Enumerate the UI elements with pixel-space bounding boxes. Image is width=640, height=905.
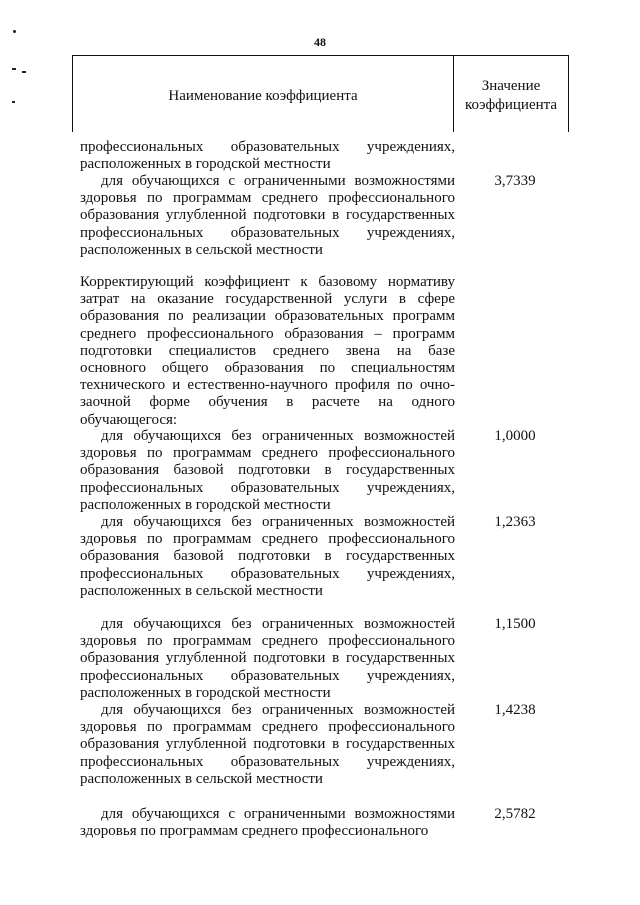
header-coefficient-name: Наименование коэффициента bbox=[168, 88, 358, 104]
coefficient-value: 3,7339 bbox=[494, 173, 536, 189]
section-heading-paragraph: Корректирующий коэффициент к базовому нормативу затрат на оказание государственной услуги в сфере образования по реализации образовательных программ среднего профессионального образования – программ подготовки специалистов среднего звена на базе основного общего образования по специальностям технического и естественно-научного профиля по очно-заочной форме обучения в расчете на одного обучающегося: bbox=[80, 274, 455, 428]
coefficient-value: 1,0000 bbox=[494, 428, 536, 444]
table-row-text: для обучающихся без ограниченных возможностей здоровья по программам среднего профессионального образования углубленной подготовки в государственных профессиональных образовательных учреждениях, расположенных в сельской местности bbox=[80, 702, 455, 787]
coefficient-value: 1,4238 bbox=[494, 702, 536, 718]
table-row-text: для обучающихся без ограниченных возможностей здоровья по программам среднего профессионального образования базовой подготовки в государственных профессиональных образовательных учреждениях, расположенных в городской местности bbox=[80, 428, 455, 513]
table-row-text: для обучающихся без ограниченных возможностей здоровья по программам среднего профессионального образования базовой подготовки в государственных профессиональных образовательных учреждениях, расположенных в сельской местности bbox=[80, 514, 455, 599]
coefficient-value: 1,1500 bbox=[494, 616, 536, 632]
coefficient-value: 1,2363 bbox=[494, 514, 536, 530]
page-number: 48 bbox=[314, 35, 326, 49]
scan-mark-dash-1 bbox=[12, 68, 16, 70]
table-row-text: для обучающихся с ограниченными возможностями здоровья по программам среднего профессионального образования углубленной подготовки в государственных профессиональных образовательных учреждениях, расположенных в сельской местности bbox=[80, 173, 455, 258]
table-row-text: для обучающихся с ограниченными возможностями здоровья по программам среднего профессионального bbox=[80, 806, 455, 840]
header-coefficient-value: Значение коэффициента bbox=[464, 77, 558, 113]
coefficient-value: 2,5782 bbox=[494, 806, 536, 822]
table-row-text: для обучающихся без ограниченных возможностей здоровья по программам среднего профессионального образования углубленной подготовки в государственных профессиональных образовательных учреждениях, расположенных в городской местности bbox=[80, 616, 455, 701]
scan-mark-dot-1 bbox=[13, 30, 16, 33]
scan-mark-dash-2 bbox=[22, 71, 26, 73]
table-row-text: профессиональных образовательных учреждениях, расположенных в городской местности bbox=[80, 139, 455, 173]
scan-mark-dash-3 bbox=[12, 101, 15, 103]
